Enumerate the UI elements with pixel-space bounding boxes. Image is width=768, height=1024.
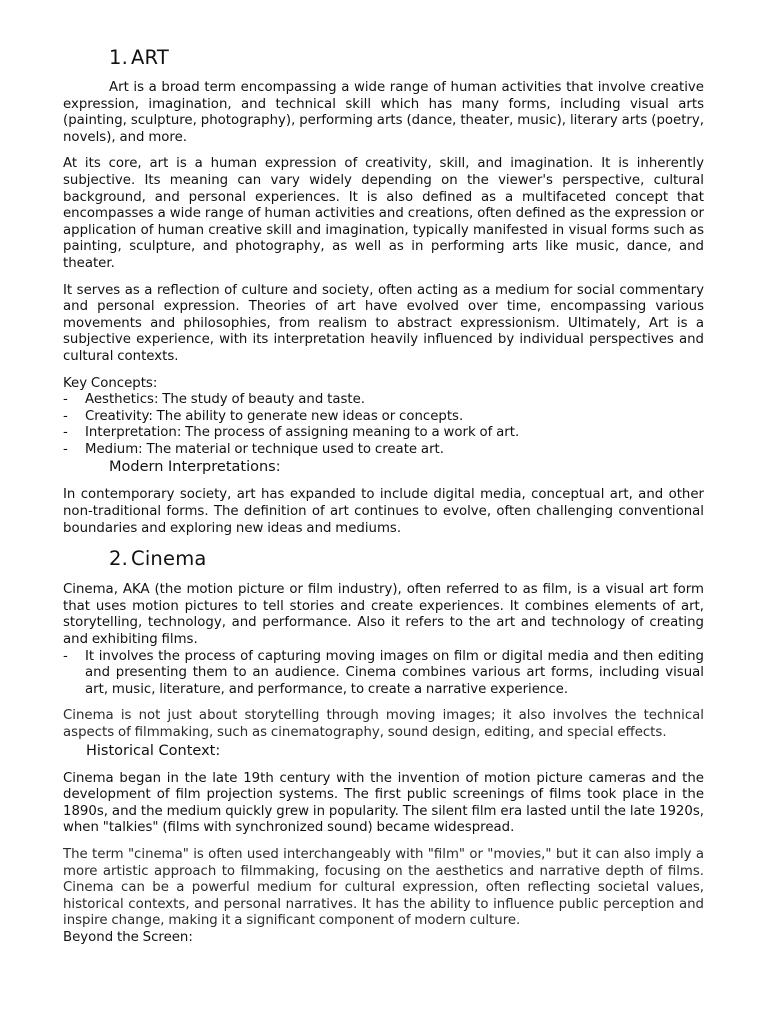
cinema-bullet-list	[63, 649, 704, 699]
section-title: Cinema	[131, 547, 207, 571]
dash-marker: -	[63, 392, 68, 408]
art-paragraph-intro: Art is a broad term encompassing a wide range of human activities that involve creative expression, imagination, and technical skill which has many forms, including visual arts (painting, sculpture, photography), performing arts (dance, theater, music), literary arts (poetry, novels), and more.	[63, 80, 704, 145]
cinema-paragraph-term: The term "cinema" is often used interchangeably with "film" or "movies," but it can also imply a more artistic approach to filmmaking, focusing on the aesthetics and narrative depth of films. Cinema can be a powerful medium for cultural expression, often reflecting societal values, historical contexts, and personal narratives. It has the ability to influence public perception and inspire change, making it a significant component of modern culture.	[63, 846, 704, 929]
section-number: 1.	[109, 46, 129, 69]
list-item: - Interpretation: The process of assigning meaning to a work of art.	[63, 425, 520, 441]
dash-marker: -	[63, 425, 68, 441]
subheading-beyond-the-screen: Beyond the Screen:	[63, 929, 193, 945]
list-item: - Aesthetics: The study of beauty and taste.	[63, 392, 366, 408]
subheading-modern-interpretations: Modern Interpretations:	[109, 459, 281, 476]
subheading-historical-context: Historical Context:	[86, 742, 221, 759]
art-paragraph-core: At its core, art is a human expression of creativity, skill, and imagination. It is inherently subjective. Its meaning can vary widely depending on the viewer's perspective, cultural background, and personal experiences. It is also defined as a multifaceted concept that encompasses a wide range of human activities and creations, often defined as the expression or application of human creative skill and imagination, typically manifested in visual forms such as painting, sculpture, and photography, as well as in performing arts like music, dance, and theater.	[63, 156, 704, 271]
list-item: - Creativity: The ability to generate new ideas or concepts.	[63, 408, 464, 424]
section-number: 2.	[109, 547, 129, 571]
document-page	[63, 44, 704, 947]
list-item: - It involves the process of capturing moving images on film or digital media and then editing and presenting them to an audience. Cinema combines various art forms, including visual art, music, literature, and performance, to create a narrative experience.	[63, 648, 704, 697]
art-paragraph-reflection: It serves as a reflection of culture and society, often acting as a medium for social commentary and personal expression. Theories of art have evolved over time, encompassing various movements and philosophies, from realism to abstract expressionism. Ultimately, Art is a subjective experience, with its interpretation heavily influenced by individual perspectives and cultural contexts.	[63, 282, 704, 364]
dash-marker: -	[63, 648, 68, 664]
key-concepts-label: Key Concepts:	[63, 375, 158, 391]
dash-marker: -	[63, 441, 68, 457]
section-title: ART	[131, 46, 169, 69]
cinema-paragraph-history: Cinema began in the late 19th century with the invention of motion picture cameras and the development of film projection systems. The first public screenings of films took place in the 1890s, and the medium quickly grew in popularity. The silent film era lasted until the late 1920s, when "talkies" (films with synchronized sound) became widespread.	[63, 770, 704, 836]
list-item: - Medium: The material or technique used to create art.	[63, 441, 444, 457]
section-heading-cinema	[109, 545, 704, 573]
cinema-paragraph-technical: Cinema is not just about storytelling through moving images; it also involves the technical aspects of filmmaking, such as cinematography, sound design, editing, and special effects.	[63, 708, 704, 740]
cinema-paragraph-intro: Cinema, AKA (the motion picture or film industry), often referred to as film, is a visual art form that uses motion pictures to tell stories and create experiences. It combines elements of art, storytelling, technology, and performance. Also it refers to the art and technology of creating and exhibiting films.	[63, 582, 704, 648]
art-paragraph-contemporary: In contemporary society, art has expanded to include digital media, conceptual art, and other non-traditional forms. The definition of art continues to evolve, often challenging conventional boundaries and exploring new ideas and mediums.	[63, 487, 704, 536]
dash-marker: -	[63, 408, 68, 424]
section-heading-art	[109, 44, 704, 72]
key-concepts-list	[63, 392, 704, 458]
